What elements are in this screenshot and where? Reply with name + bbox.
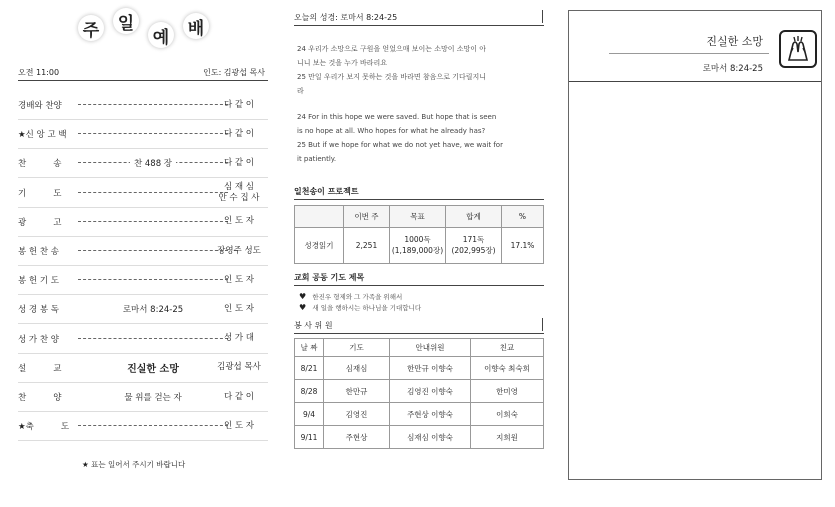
sermon-scripture: 로마서 8:24-25 bbox=[702, 64, 763, 74]
order-label: 기 도 bbox=[18, 188, 62, 199]
table-cell: 심재심 bbox=[324, 357, 390, 380]
table-cell: 주현상 이향숙 bbox=[390, 403, 471, 426]
dashed-leader bbox=[78, 221, 228, 222]
order-label: 설 교 bbox=[18, 363, 62, 374]
order-row bbox=[18, 383, 268, 412]
table-header-row: 이번 주 목표 합계 % bbox=[295, 206, 544, 228]
dashed-leader bbox=[78, 133, 228, 134]
order-label: 봉 헌 기 도 bbox=[18, 276, 59, 287]
order-row bbox=[18, 120, 268, 149]
order-row bbox=[18, 295, 268, 324]
order-row bbox=[18, 237, 268, 266]
table-row bbox=[295, 357, 544, 380]
dashed-leader bbox=[78, 279, 228, 280]
order-row bbox=[18, 354, 268, 383]
order-label: 봉 헌 찬 송 bbox=[18, 247, 59, 257]
order-label: ★축 도 bbox=[18, 422, 70, 433]
table-header-row: 날 짜 기도 안내위원 친교 bbox=[295, 339, 544, 357]
dashed-leader bbox=[78, 104, 228, 105]
order-leader: 다 같 이 bbox=[223, 391, 255, 402]
order-leader: 인 도 자 bbox=[223, 304, 255, 315]
order-label: 찬 송 bbox=[18, 159, 62, 170]
dashed-leader bbox=[78, 338, 228, 339]
prayer-header: 교회 공동 기도 제목 bbox=[294, 272, 544, 286]
table-cell: 한만규 bbox=[324, 380, 390, 403]
service-leader: 인도: 김광섭 목사 bbox=[203, 68, 265, 77]
table-cell: 한만규 이향숙 bbox=[390, 357, 471, 380]
order-leader: 다 같 이 bbox=[223, 99, 255, 110]
divider bbox=[609, 53, 769, 54]
table-cell: 9/11 bbox=[295, 426, 324, 449]
order-row bbox=[18, 208, 268, 237]
table-cell: 지희원 bbox=[471, 426, 544, 449]
table-cell: 주현상 bbox=[324, 426, 390, 449]
divider bbox=[542, 318, 543, 331]
table-cell: 김영진 bbox=[324, 403, 390, 426]
order-row bbox=[18, 179, 268, 208]
sermon-title: 진실한 소망 bbox=[706, 35, 763, 48]
volunteers-header: 봉 사 위 원 bbox=[294, 320, 544, 334]
order-item: 찬 488 장 bbox=[78, 149, 228, 177]
order-label: 경배와 찬양 bbox=[18, 101, 62, 111]
order-leader: 인 도 자 bbox=[223, 420, 255, 431]
order-row bbox=[18, 91, 268, 120]
title-char: 배 bbox=[183, 13, 209, 39]
divider bbox=[18, 80, 268, 81]
table-row bbox=[295, 380, 544, 403]
table-cell: 이향숙 최숙희 bbox=[471, 357, 544, 380]
order-label: 성 가 찬 양 bbox=[18, 334, 59, 345]
table-cell: 김영진 이향숙 bbox=[390, 380, 471, 403]
order-row bbox=[18, 149, 268, 178]
table-row: 성경읽기 2,251 1000독 (1,189,000장) 171독 (202,995장) 17.1% bbox=[295, 228, 544, 264]
prayer-item: ♥ 새 일을 행하시는 하나님을 기대합니다 bbox=[299, 303, 422, 312]
table-row bbox=[295, 403, 544, 426]
order-label: 성 경 봉 독 bbox=[18, 305, 59, 316]
order-leader: 다 같 이 bbox=[223, 158, 255, 169]
order-item: 로마서 8:24-25 bbox=[78, 295, 228, 323]
order-leader: 인 도 자 bbox=[223, 274, 255, 285]
order-leader: 심 재 심 안 수 집 사 bbox=[218, 181, 260, 203]
order-row bbox=[18, 325, 268, 354]
table-cell: 심재심 이향숙 bbox=[390, 426, 471, 449]
dashed-leader bbox=[78, 192, 228, 193]
sermon-card bbox=[568, 10, 822, 480]
volunteers-table bbox=[294, 338, 544, 449]
title-char: 일 bbox=[113, 8, 139, 34]
order-label: 찬 양 bbox=[18, 393, 62, 403]
order-leader: 성 가 대 bbox=[223, 333, 255, 344]
table-cell: 이희숙 bbox=[471, 403, 544, 426]
order-leader: 김광섭 목사 bbox=[217, 362, 261, 373]
footnote: ★ 표는 일어서 주시기 바랍니다 bbox=[82, 460, 186, 469]
dashed-leader bbox=[78, 425, 228, 426]
divider bbox=[542, 10, 543, 23]
title-char: 예 bbox=[148, 22, 174, 48]
prayer-item: ♥ 한진우 형제와 그 가족을 위해서 bbox=[299, 292, 403, 301]
order-leader: 다 같 이 bbox=[223, 128, 255, 139]
table-row bbox=[295, 426, 544, 449]
order-leader: 장영주 성도 bbox=[217, 245, 261, 256]
order-leader: 인 도 자 bbox=[223, 216, 255, 227]
order-label: 광 고 bbox=[18, 217, 62, 228]
divider bbox=[569, 81, 821, 82]
project-header: 일천송이 프로젝트 bbox=[294, 186, 544, 200]
order-item: 물 위를 걷는 자 bbox=[78, 383, 228, 411]
order-item: 진실한 소망 bbox=[78, 354, 228, 382]
scripture-header: 오늘의 성경: 로마서 8:24-25 bbox=[294, 12, 544, 26]
praying-hands-icon bbox=[779, 30, 817, 68]
table-cell: 8/21 bbox=[295, 357, 324, 380]
dashed-leader bbox=[78, 250, 228, 251]
service-time: 오전 11:00 bbox=[18, 68, 60, 77]
table-cell: 9/4 bbox=[295, 403, 324, 426]
order-row bbox=[18, 412, 268, 441]
verse-korean: 24 우리가 소망으로 구원을 얻었으매 보이는 소망이 소망이 아 니니 보는 것을 누가 바라리요 25 만일 우리가 보지 못하는 것을 바라면 참음으로 기다릴지니 라 bbox=[297, 45, 486, 95]
heart-icon: ♥ bbox=[299, 292, 307, 301]
heart-icon: ♥ bbox=[299, 303, 307, 312]
order-label: ★신 앙 고 백 bbox=[18, 130, 67, 141]
order-row bbox=[18, 266, 268, 295]
title-char: 주 bbox=[78, 15, 104, 41]
table-cell: 한미영 bbox=[471, 380, 544, 403]
table-cell: 8/28 bbox=[295, 380, 324, 403]
project-table bbox=[294, 205, 544, 264]
verse-english: 24 For in this hope we were saved. But hope that is seen is no hope at all. Who hopes for what he already has? 25 But if we hope for what we do not yet have, we wait for it patiently. bbox=[297, 113, 503, 163]
